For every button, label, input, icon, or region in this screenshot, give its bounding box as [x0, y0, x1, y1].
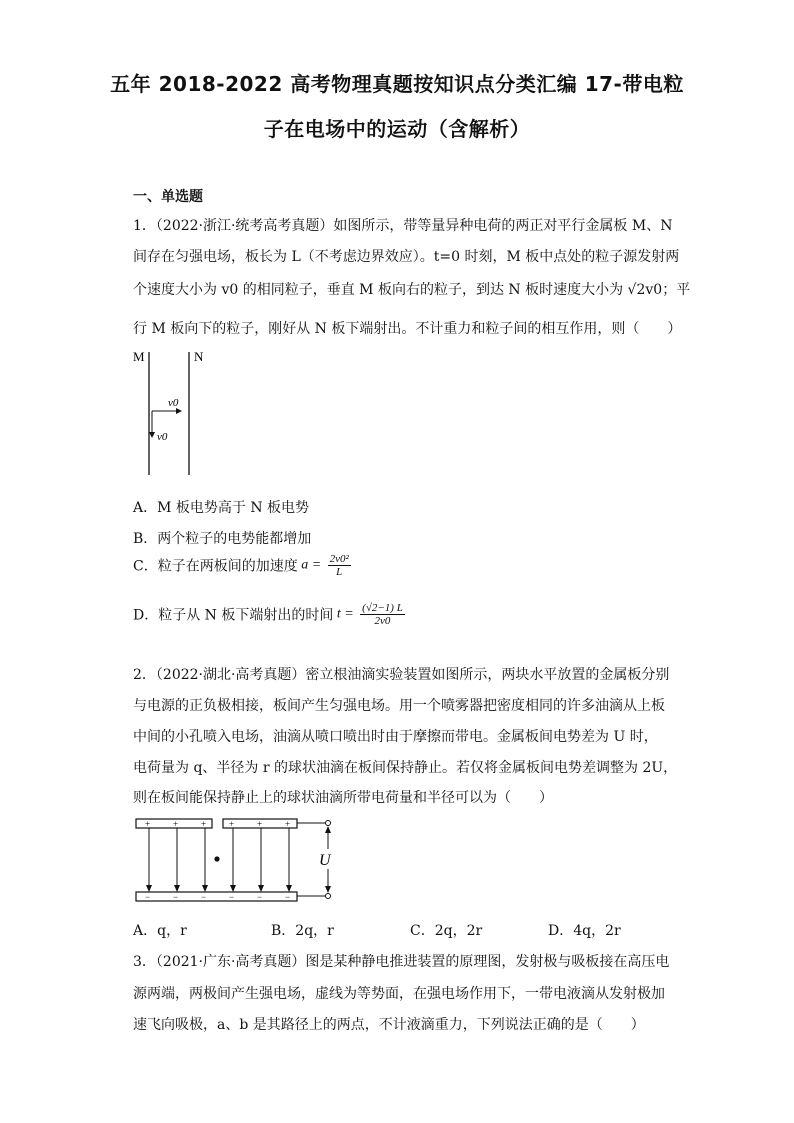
document-title-line-2: 子在电场中的运动（含解析） [263, 117, 531, 141]
document-title-line-1: 五年 2018-2022 高考物理真题按知识点分类汇编 17-带电粒 [110, 72, 684, 96]
q1-line-4: 行 M 板向下的粒子，刚好从 N 板下端射出。不计重力和粒子间的相互作用，则（ ） [133, 321, 682, 337]
minus-sign: − [145, 892, 151, 902]
q1-c-denominator: L [336, 566, 343, 578]
label-n: N [194, 349, 204, 364]
q3-line-3: 速飞向吸极，a、b 是其路径上的两点，不计液滴重力，下列说法正确的是（ ） [133, 1017, 645, 1033]
v-down-label: v0 [157, 431, 168, 443]
q2-option-a[interactable]: A．q，r [133, 923, 187, 939]
plus-sign: + [229, 819, 235, 829]
q1-line-1: 1．（2022·浙江·统考高考真题）如图所示，带等量异种电荷的两正对平行金属板 M、N [133, 218, 673, 234]
q2-line-1: 2．（2022·湖北·高考真题）密立根油滴实验装置如图所示，两块水平放置的金属板分别 [133, 667, 670, 683]
q2-option-d[interactable]: D．4q，2r [548, 923, 621, 939]
voltage-label: U [319, 852, 331, 869]
label-m: M [133, 349, 145, 364]
q1-option-a[interactable]: A．M 板电势高于 N 板电势 [133, 500, 310, 516]
v-right-label: v0 [168, 397, 179, 409]
q1-line-2: 间存在匀强电场，板长为 L（不考虑边界效应）。t=0 时刻，M 板中点处的粒子源发射两 [133, 249, 680, 265]
terminal-top [326, 821, 331, 826]
q2-line-3: 中间的小孔喷入电场，油滴从喷口喷出时由于摩擦而带电。金属板间电势差为 U 时， [133, 729, 658, 745]
minus-sign: − [173, 892, 179, 902]
q2-option-c[interactable]: C．2q，2r [410, 923, 483, 939]
q1-option-d-text: D．粒子从 N 板下端射出的时间 [133, 607, 334, 624]
voltage-arrow-down-head [325, 886, 331, 893]
q2-option-b[interactable]: B．2q，r [271, 923, 334, 939]
plus-sign: + [285, 819, 291, 829]
q2-millikan-figure [133, 815, 343, 908]
q1-parallel-plates-figure [128, 344, 218, 479]
q2-line-5: 则在板间能保持静止上的球状油滴所带电荷量和半径可以为（ ） [133, 790, 553, 806]
q1-option-c[interactable]: C．粒子在两板间的加速度 a = $\frac{\text{2v0²}}{L}$ [133, 553, 349, 578]
q1-option-c-fraction [328, 553, 351, 578]
q1-c-numerator: 2v0² [329, 553, 349, 565]
q1-d-numerator: (√2−1) L [362, 602, 403, 614]
section-heading: 一、单选题 [133, 189, 203, 205]
q2-line-2: 与电源的正负极相接，板间产生匀强电场。用一个喷雾器把密度相同的许多油滴从上板 [133, 698, 665, 714]
q3-line-1: 3．（2021·广东·高考真题）图是某种静电推进装置的原理图，发射极与吸板接在高压电 [133, 954, 670, 970]
plus-sign: + [201, 819, 207, 829]
field-arrowheads [146, 885, 292, 892]
q1-line-3: 个速度大小为 v0 的相同粒子，垂直 M 板向右的粒子，到达 N 板时速度大小为 √2v0；平 [133, 282, 691, 298]
plus-sign: + [145, 819, 151, 829]
q3-line-2: 源两端，两极间产生强电场，虚线为等势面，在强电场作用下，一带电液滴从发射极加 [133, 986, 665, 1002]
plus-sign: + [173, 819, 179, 829]
q1-option-b[interactable]: B．两个粒子的电势能都增加 [133, 531, 312, 547]
minus-sign: − [201, 892, 207, 902]
plus-sign: + [257, 819, 263, 829]
q2-line-4: 电荷量为 q、半径为 r 的球状油滴在板间保持静止。若仅将金属板间电势差调整为 2U， [133, 760, 678, 776]
oil-droplet [214, 856, 219, 861]
q1-option-d[interactable]: D．粒子从 N 板下端射出的时间 t = $\frac{(√2-1) L}{2v0}$ [133, 602, 403, 627]
q1-option-d-fraction [360, 602, 405, 627]
minus-sign: − [229, 892, 235, 902]
minus-sign: − [285, 892, 291, 902]
terminal-bottom [326, 894, 331, 899]
bottom-plate [136, 892, 297, 901]
q1-option-c-text: C．粒子在两板间的加速度 [133, 558, 298, 575]
voltage-arrow-up-head [325, 826, 331, 833]
q1-d-denominator: 2v0 [374, 615, 391, 627]
minus-sign: − [257, 892, 263, 902]
arrow-down-head [149, 432, 155, 438]
